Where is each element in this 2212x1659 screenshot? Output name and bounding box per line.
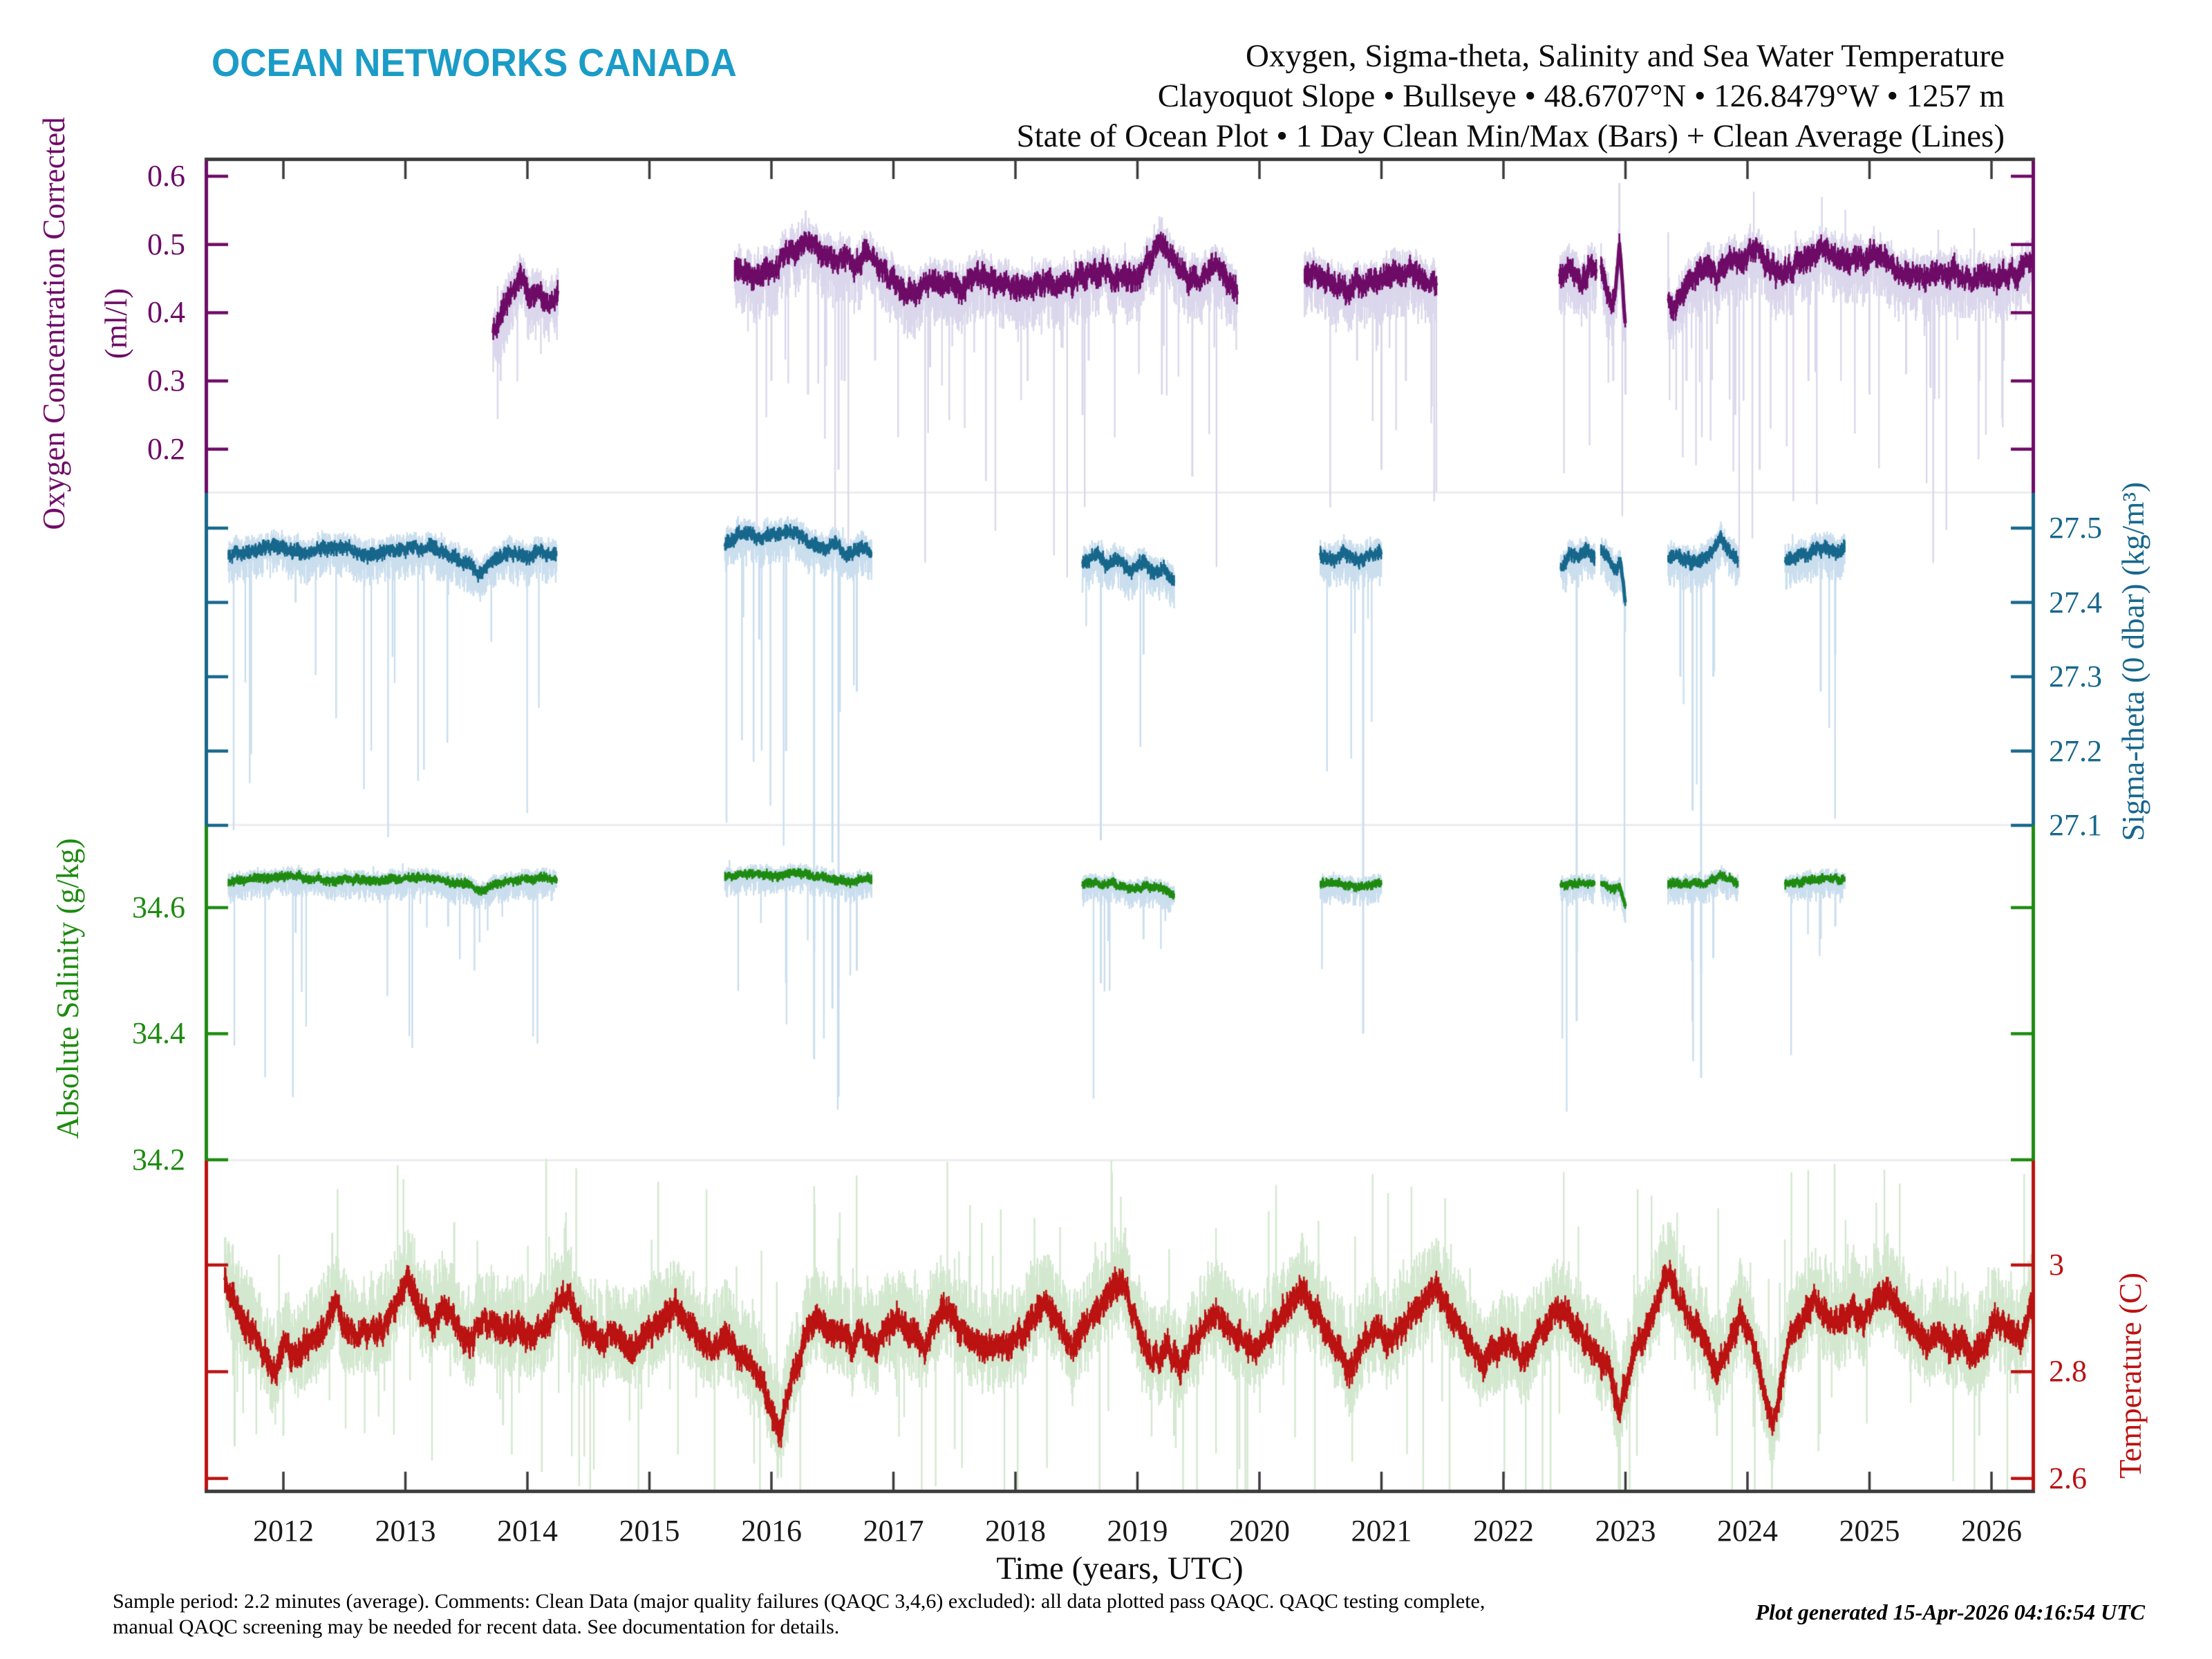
x-tick-label-2012: 2012: [253, 1514, 314, 1548]
y-tick-label-oxygen-0.3: 0.3: [147, 364, 185, 398]
y-tick-label-sigma_theta-27.4: 27.4: [2049, 585, 2102, 619]
plot-title-line2: Clayoquot Slope • Bullseye • 48.6707°N • 126.8479°W • 1257 m: [1157, 78, 2005, 114]
y-axis-label-sigma-theta: Sigma-theta (0 dbar) (kg/m³): [2116, 482, 2150, 841]
plot-title-line1: Oxygen, Sigma-theta, Salinity and Sea Water Temperature: [1246, 38, 2005, 74]
y-tick-label-temperature-3: 3: [2049, 1248, 2064, 1282]
y-tick-label-salinity-34.6: 34.6: [132, 890, 185, 924]
y-tick-label-sigma_theta-27.1: 27.1: [2049, 808, 2102, 842]
y-axis-label-oxygen: Oxygen Concentration Corrected: [37, 117, 71, 530]
y-tick-label-temperature-2.8: 2.8: [2049, 1354, 2087, 1389]
x-tick-label-2014: 2014: [497, 1514, 558, 1548]
x-tick-label-2025: 2025: [1839, 1514, 1900, 1548]
x-tick-label-2022: 2022: [1473, 1514, 1534, 1548]
y-tick-label-oxygen-0.5: 0.5: [147, 227, 185, 261]
footer-comments-line1: Sample period: 2.2 minutes (average). Comments: Clean Data (major quality failures (QAQC 3,4,6) excluded): all data plotted pass QAQC. QAQC testing complete,: [113, 1590, 1485, 1613]
x-tick-label-2013: 2013: [375, 1514, 436, 1548]
y-tick-label-oxygen-0.2: 0.2: [147, 431, 185, 466]
x-tick-label-2016: 2016: [741, 1514, 802, 1548]
x-tick-label-2020: 2020: [1229, 1514, 1290, 1548]
footer-generated-timestamp: Plot generated 15-Apr-2026 04:16:54 UTC: [1755, 1600, 2145, 1624]
ocean-networks-canada-logo: OCEAN NETWORKS CANADA: [212, 41, 737, 85]
y-axis-label-temperature: Temperature (C): [2113, 1273, 2148, 1479]
x-tick-label-2021: 2021: [1351, 1514, 1412, 1548]
y-axis-label-salinity: Absolute Salinity (g/kg): [50, 838, 85, 1139]
y-axis-label-oxygen-units: (ml/l): [99, 288, 133, 359]
footer-comments-line2: manual QAQC screening may be needed for recent data. See documentation for details.: [113, 1615, 840, 1638]
y-tick-label-salinity-34.4: 34.4: [132, 1016, 185, 1051]
x-axis-label: Time (years, UTC): [996, 1550, 1244, 1586]
x-tick-label-2026: 2026: [1961, 1514, 2022, 1548]
plot-title-line3: State of Ocean Plot • 1 Day Clean Min/Max (Bars) + Clean Average (Lines): [1016, 118, 2005, 154]
y-tick-label-oxygen-0.6: 0.6: [147, 159, 185, 193]
y-tick-label-sigma_theta-27.3: 27.3: [2049, 659, 2102, 693]
y-tick-label-sigma_theta-27.5: 27.5: [2049, 511, 2102, 545]
y-tick-label-oxygen-0.4: 0.4: [147, 295, 185, 330]
x-tick-label-2018: 2018: [985, 1514, 1046, 1548]
x-tick-label-2023: 2023: [1595, 1514, 1656, 1548]
y-tick-label-salinity-34.2: 34.2: [132, 1142, 185, 1177]
y-tick-label-temperature-2.6: 2.6: [2049, 1461, 2087, 1495]
y-tick-label-sigma_theta-27.2: 27.2: [2049, 733, 2102, 768]
x-tick-label-2019: 2019: [1107, 1514, 1168, 1548]
footer-comments: [113, 1588, 1485, 1640]
x-tick-label-2017: 2017: [863, 1514, 924, 1548]
x-tick-label-2015: 2015: [619, 1514, 680, 1548]
x-tick-label-2024: 2024: [1717, 1514, 1778, 1548]
plot-title-block: [1016, 36, 2005, 156]
